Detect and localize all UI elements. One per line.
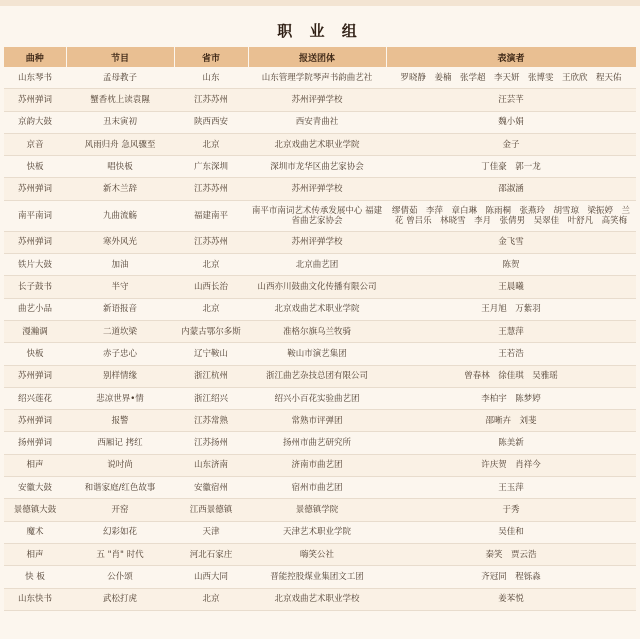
cell-province: 江苏扬州 [174,432,248,454]
cell-program: 五 "肖" 时代 [66,543,174,565]
cell-performers: 许庆贺 肖祥今 [386,454,636,476]
cell-performers: 秦笑 贾云浩 [386,543,636,565]
cell-genre: 漫瀚调 [4,320,66,342]
cell-genre: 山东快书 [4,588,66,610]
table-row [4,365,636,387]
table-row [4,387,636,409]
cell-program: 新木兰辞 [66,178,174,200]
cell-genre: 京韵大鼓 [4,111,66,133]
table-row [4,566,636,588]
cell-province: 北京 [174,254,248,276]
cell-program: 西厢记 拷红 [66,432,174,454]
table-row [4,298,636,320]
cell-program: 赤子忠心 [66,343,174,365]
cell-province: 江苏苏州 [174,231,248,253]
header-genre: 曲种 [4,47,66,67]
table-row [4,320,636,342]
cell-performers: 丁佳豪 郭一龙 [386,156,636,178]
cell-organization: 绍兴小百花实验曲艺团 [248,387,386,409]
cell-performers: 魏小娟 [386,111,636,133]
table-row [4,89,636,111]
cell-performers: 汪芸芊 [386,89,636,111]
table-row [4,499,636,521]
cell-province: 北京 [174,588,248,610]
cell-performers: 陈美新 [386,432,636,454]
cell-genre: 魔术 [4,521,66,543]
table-row [4,200,636,231]
cell-genre: 苏州弹词 [4,365,66,387]
cell-province: 山西大同 [174,566,248,588]
table-row [4,178,636,200]
cell-program: 丑末寅初 [66,111,174,133]
cell-performers: 金飞雪 [386,231,636,253]
cell-genre: 苏州弹词 [4,178,66,200]
top-strip [0,0,640,6]
cell-province: 浙江杭州 [174,365,248,387]
cell-performers: 罗晓静 姜楠 张学超 李天妍 张博雯 王欣欣 程天佑 [386,67,636,89]
table-row [4,133,636,155]
cell-genre: 苏州弹词 [4,410,66,432]
cell-organization: 山东管理学院琴声书韵曲艺社 [248,67,386,89]
cell-program: 加油 [66,254,174,276]
cell-genre: 铁片大鼓 [4,254,66,276]
cell-organization: 南平市南词艺术传承发展中心 福建省曲艺家协会 [248,200,386,231]
cell-program: 悲凉世界•情 [66,387,174,409]
cell-province: 内蒙古鄂尔多斯 [174,320,248,342]
cell-program: 风雨归舟 急风骤至 [66,133,174,155]
cell-genre: 山东琴书 [4,67,66,89]
table-row [4,588,636,610]
cell-performers: 邵淑涵 [386,178,636,200]
header-province: 省市 [174,47,248,67]
table-row [4,432,636,454]
cell-genre: 京音 [4,133,66,155]
cell-organization: 晋能控股煤业集团文工团 [248,566,386,588]
cell-organization: 山西亦川鼓曲文化传播有限公司 [248,276,386,298]
cell-organization: 常熟市评弹团 [248,410,386,432]
cell-program: 二道坎梁 [66,320,174,342]
cell-genre: 相声 [4,454,66,476]
cell-program: 开窑 [66,499,174,521]
table-row [4,67,636,89]
cell-genre: 扬州弹词 [4,432,66,454]
cell-organization: 苏州评弹学校 [248,89,386,111]
cell-organization: 济南市曲艺团 [248,454,386,476]
cell-organization: 苏州评弹学校 [248,178,386,200]
cell-province: 辽宁鞍山 [174,343,248,365]
cell-performers: 吴佳和 [386,521,636,543]
cell-province: 江苏苏州 [174,89,248,111]
cell-genre: 绍兴莲花 [4,387,66,409]
cell-organization: 准格尔旗乌兰牧骑 [248,320,386,342]
cell-program: 新语报音 [66,298,174,320]
cell-province: 陕西西安 [174,111,248,133]
table-row [4,276,636,298]
cell-province: 山东 [174,67,248,89]
cell-province: 安徽宿州 [174,477,248,499]
header-program: 节目 [66,47,174,67]
cell-program: 唱快板 [66,156,174,178]
cell-program: 公仆颂 [66,566,174,588]
cell-genre: 南平南词 [4,200,66,231]
cell-performers: 王晨曦 [386,276,636,298]
cell-program: 幻彩如花 [66,521,174,543]
table-row [4,477,636,499]
cell-genre: 快板 [4,156,66,178]
table-row [4,543,636,565]
cell-performers: 王慧萍 [386,320,636,342]
cell-organization: 天津艺术职业学院 [248,521,386,543]
table-header-row [4,47,636,67]
table-row [4,410,636,432]
cell-genre: 快 板 [4,566,66,588]
header-organization: 报送团体 [248,47,386,67]
cell-genre: 苏州弹词 [4,89,66,111]
cell-genre: 景德镇大鼓 [4,499,66,521]
cell-organization: 嗨笑公社 [248,543,386,565]
cell-program: 说吋尚 [66,454,174,476]
cell-province: 河北石家庄 [174,543,248,565]
cell-organization: 深圳市龙华区曲艺家协会 [248,156,386,178]
cell-organization: 西安青曲社 [248,111,386,133]
cell-genre: 苏州弹词 [4,231,66,253]
cell-organization: 鞍山市演艺集团 [248,343,386,365]
cell-performers: 李柏宇 陈梦婷 [386,387,636,409]
cell-program: 报警 [66,410,174,432]
cell-province: 浙江绍兴 [174,387,248,409]
table-row [4,231,636,253]
table-row [4,111,636,133]
cell-province: 广东深圳 [174,156,248,178]
cell-organization: 浙江曲艺杂技总团有限公司 [248,365,386,387]
table-row [4,254,636,276]
cell-province: 江苏苏州 [174,178,248,200]
cell-genre: 相声 [4,543,66,565]
cell-province: 江苏常熟 [174,410,248,432]
cell-performers: 于秀 [386,499,636,521]
cell-performers: 金子 [386,133,636,155]
cell-province: 北京 [174,298,248,320]
cell-performers: 齐冠同 程铄淼 [386,566,636,588]
cell-organization: 北京戏曲艺术职业学院 [248,133,386,155]
cell-organization: 北京戏曲艺术职业学院 [248,298,386,320]
cell-province: 北京 [174,133,248,155]
cell-program: 和谐家庭/红色故事 [66,477,174,499]
cell-organization: 苏州评弹学校 [248,231,386,253]
table-row [4,156,636,178]
cell-performers: 陈贺 [386,254,636,276]
cell-program: 别样情缘 [66,365,174,387]
cell-province: 山东济南 [174,454,248,476]
cell-organization: 北京曲艺团 [248,254,386,276]
cell-organization: 宿州市曲艺团 [248,477,386,499]
cell-program: 半守 [66,276,174,298]
cell-program: 九曲流觞 [66,200,174,231]
cell-performers: 王月旭 万紫羽 [386,298,636,320]
cell-program: 孟母教子 [66,67,174,89]
program-table [4,47,637,611]
cell-organization: 景德镇学院 [248,499,386,521]
cell-province: 福建南平 [174,200,248,231]
table-row [4,521,636,543]
cell-program: 蟹香枕上读袁隰 [66,89,174,111]
cell-province: 江西景德镇 [174,499,248,521]
cell-organization: 北京戏曲艺术职业学校 [248,588,386,610]
cell-genre: 快板 [4,343,66,365]
cell-province: 山西长治 [174,276,248,298]
cell-performers: 缪倩茹 李萍 章白琳 陈雨桐 张燕玲 胡雪琼 梁振婷 兰花 曾吕乐 林晓雪 李月 张倩男 吴翠佳 叶舒凡 高笑梅 [386,200,636,231]
cell-performers: 王若浩 [386,343,636,365]
header-performers: 表演者 [386,47,636,67]
page-title: 职 业 组 [277,22,363,40]
cell-performers: 邵晰卉 刘斐 [386,410,636,432]
cell-genre: 长子鼓书 [4,276,66,298]
cell-performers: 曾春林 徐佳琪 吴雅瑶 [386,365,636,387]
cell-organization: 扬州市曲艺研究所 [248,432,386,454]
cell-province: 天津 [174,521,248,543]
table-row [4,343,636,365]
table-row [4,454,636,476]
cell-performers: 姜苯悦 [386,588,636,610]
cell-program: 武松打虎 [66,588,174,610]
cell-performers: 王玉萍 [386,477,636,499]
cell-genre: 安徽大鼓 [4,477,66,499]
cell-genre: 曲艺小品 [4,298,66,320]
cell-program: 寒外风光 [66,231,174,253]
